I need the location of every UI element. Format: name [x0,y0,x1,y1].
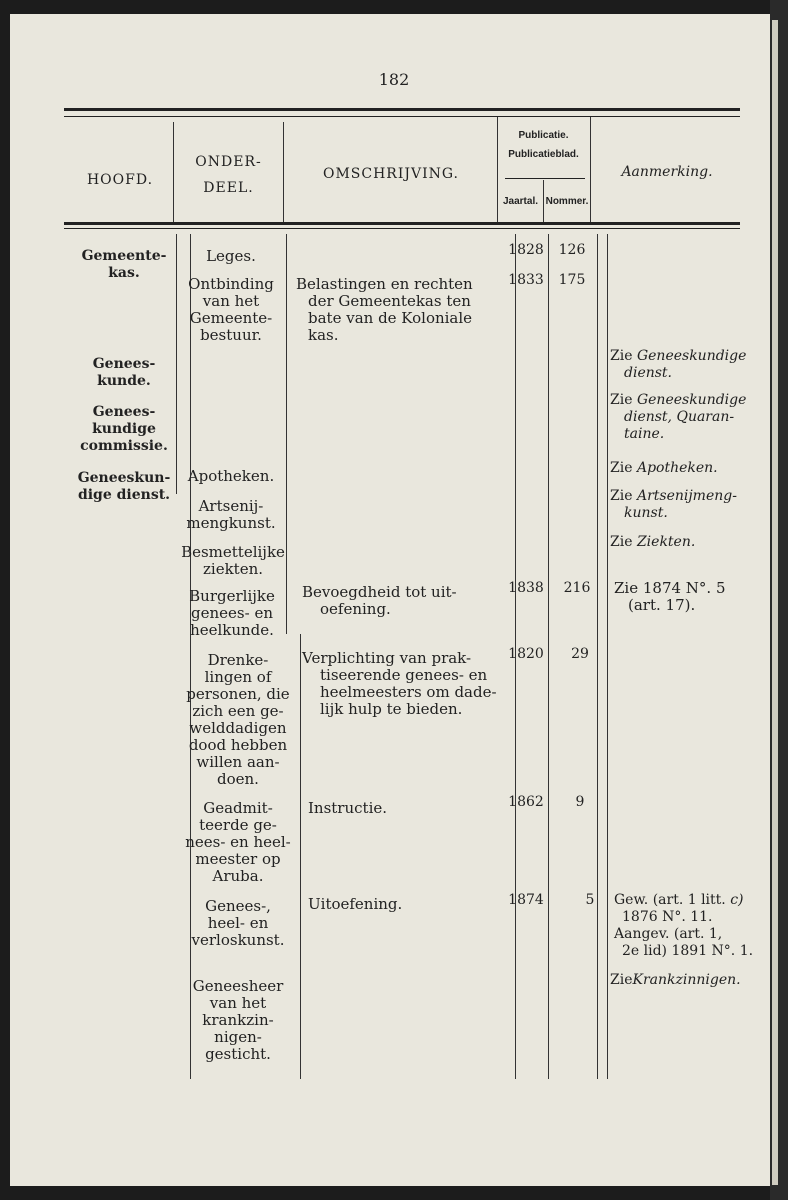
header-divider [590,117,591,222]
onderdeel-burgerlijke-heelkunde: Burgerlijke genees- en heelkunde. [189,587,275,639]
header-bottom-rule [64,222,740,225]
jaartal: 1833 [508,272,544,288]
remark-apotheken: Zie Apotheken. [610,460,718,476]
col-header-onderdeel-line2: DEEL. [203,180,254,196]
onderdeel-artsenijmengkunst: Artsenij- mengkunst. [186,497,276,532]
nommer: 5 [585,892,595,908]
remark-geneeskundige-dienst: Zie Geneeskundige dienst. [610,348,747,381]
publicatie-rule [505,178,585,179]
nommer: 216 [563,580,591,596]
header-bottom-rule-thin [64,228,740,229]
onderdeel-geadmitteerde: Geadmit- teerde ge- nees- en heel- meester op Aruba. [185,799,291,885]
jaartal: 1874 [508,892,544,908]
jaartal: 1820 [508,646,544,662]
nommer: 126 [558,242,586,258]
omschrijving-belastingen: Belastingen en rechten der Gemeentekas ten bate van de Koloniale kas. [296,275,473,344]
column-rule [176,234,177,494]
onderdeel-ontbinding: Ontbinding van het Gemeente- bestuur. [188,275,274,344]
col-header-aanmerking: Aanmerking. [621,164,713,180]
col-header-jaartal: Jaartal. [502,196,539,207]
onderdeel-besmettelijke-ziekten: Besmettelijke ziekten. [181,543,285,578]
col-header-nommer: Nommer. [545,196,589,207]
omschrijving-uitoefening: Uitoefening. [308,895,403,913]
page-edge [770,0,788,1200]
remark-artsenijmengkunst: Zie Artsenijmeng- kunst. [610,488,737,521]
remark-ziekten: Zie Ziekten. [610,534,696,550]
col-header-publicatie: Publicatie. [518,130,569,141]
remark-krankzinnigen: ZieKrankzinnigen. [610,972,741,988]
jaartal: 1838 [508,580,544,596]
onderdeel-apotheken: Apotheken. [187,467,275,485]
remark-zie-1874: Zie 1874 N°. 5 (art. 17). [614,579,726,614]
omschrijving-bevoegdheid: Bevoegdheid tot uit- oefening. [302,583,457,618]
hoofd-geneeskundige-commissie: Genees- kundige commissie. [80,404,168,454]
header-top-rule [64,108,740,111]
header-top-rule-thin [64,116,740,117]
onderdeel-leges: Leges. [206,247,256,265]
hoofd-geneeskundige-dienst: Geneeskun- dige dienst. [77,470,171,503]
col-header-omschrijving: OMSCHRIJVING. [322,166,460,182]
hoofd-geneeskunde: Genees- kunde. [92,356,156,389]
col-header-onderdeel-line1: ONDER- [195,154,262,170]
jaartal: 1828 [508,242,544,258]
omschrijving-instructie: Instructie. [308,799,388,817]
hoofd-gemeentekas: Gemeente- kas. [81,248,167,281]
col-header-publicatieblad: Publicatieblad. [508,149,579,160]
onderdeel-genees-heel-verloskunst: Genees-, heel- en verloskunst. [191,897,285,949]
remark-gew-aangev: Gew. (art. 1 litt. c) 1876 N°. 11. Aangev. (art. 1, 2e lid) 1891 N°. 1. [614,892,754,959]
page-number: 182 [378,70,410,89]
jaartal: 1862 [508,794,544,810]
nommer: 29 [571,646,589,662]
column-rule [300,634,301,1079]
col-header-hoofd: HOOFD. [86,172,154,188]
nommer: 175 [558,272,586,288]
onderdeel-drenkelingen: Drenke- lingen of personen, die zich een ge- welddadigen dood hebben willen aan- doen. [186,651,290,788]
onderdeel-geneesheer-krankzinnigengesticht: Geneesheer van het krankzin- nigen- gesticht. [192,977,284,1063]
header-divider [173,122,174,222]
remark-quarantaine: Zie Geneeskundige dienst, Quaran- taine. [610,392,747,442]
header-divider [283,122,284,222]
nommer: 9 [575,794,585,810]
omschrijving-verplichting: Verplichting van prak- tiseerende genees- en heelmeesters om dade- lijk hulp te bieden. [302,649,497,718]
